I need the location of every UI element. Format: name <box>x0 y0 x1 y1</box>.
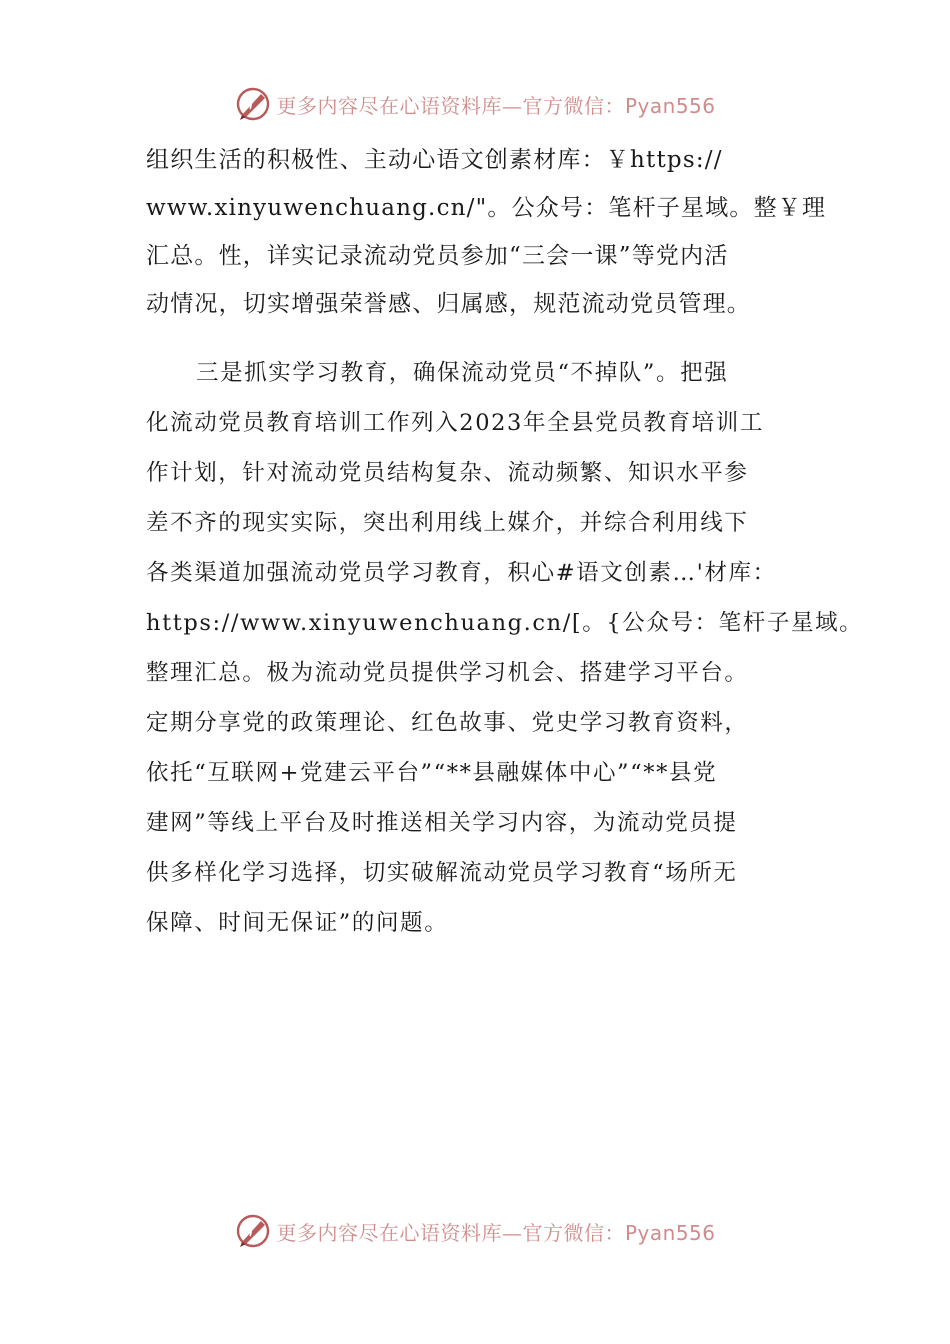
text-line: 整理汇总。极为流动党员提供学习机会、搭建学习平台。 <box>146 660 749 686</box>
text-line: 化流动党员教育培训工作列入2023年全县党员教育培训工 <box>146 410 764 436</box>
document-body <box>146 136 864 948</box>
text-line: 作计划，针对流动党员结构复杂、流动频繁、知识水平参 <box>146 460 749 486</box>
text-line: 建网”等线上平台及时推送相关学习内容，为流动党员提 <box>146 810 738 836</box>
text-line: 汇总。性，详实记录流动党员参加“三会一课”等党内活 <box>146 243 729 269</box>
text-line: https://www.xinyuwenchuang.cn/[。{公众号：笔杆子星域。 <box>146 610 864 636</box>
text-line: www.xinyuwenchuang.cn/"。公众号：笔杆子星域。整￥理 <box>146 195 827 221</box>
header-banner <box>0 82 950 126</box>
pen-logo-icon <box>234 1212 272 1250</box>
text-line: 依托“互联网+党建云平台”“**县融媒体中心”“**县党 <box>146 760 718 786</box>
text-line: 三是抓实学习教育，确保流动党员“不掉队”。把强 <box>196 360 729 386</box>
text-line: 动情况，切实增强荣誉感、归属感，规范流动党员管理。 <box>146 291 751 317</box>
footer-banner-text: 更多内容尽在心语资料库—官方微信：Pyan556 <box>276 1220 716 1245</box>
text-line: 定期分享党的政策理论、红色故事、党史学习教育资料， <box>146 710 749 736</box>
paragraph-2 <box>146 348 864 948</box>
text-line: 差不齐的现实实际，突出利用线上媒介，并综合利用线下 <box>146 510 749 536</box>
text-line: 组织生活的积极性、主动心语文创素材库：￥https:// <box>146 147 723 173</box>
footer-banner <box>0 1209 950 1253</box>
text-line: 供多样化学习选择，切实破解流动党员学习教育“场所无 <box>146 860 738 886</box>
pen-logo-icon <box>234 85 272 123</box>
text-line: 保障、时间无保证”的问题。 <box>146 910 449 936</box>
text-line: 各类渠道加强流动党员学习教育，积心#语文创素…'材库： <box>146 560 777 586</box>
header-banner-text: 更多内容尽在心语资料库—官方微信：Pyan556 <box>276 93 716 118</box>
paragraph-1 <box>146 136 827 328</box>
